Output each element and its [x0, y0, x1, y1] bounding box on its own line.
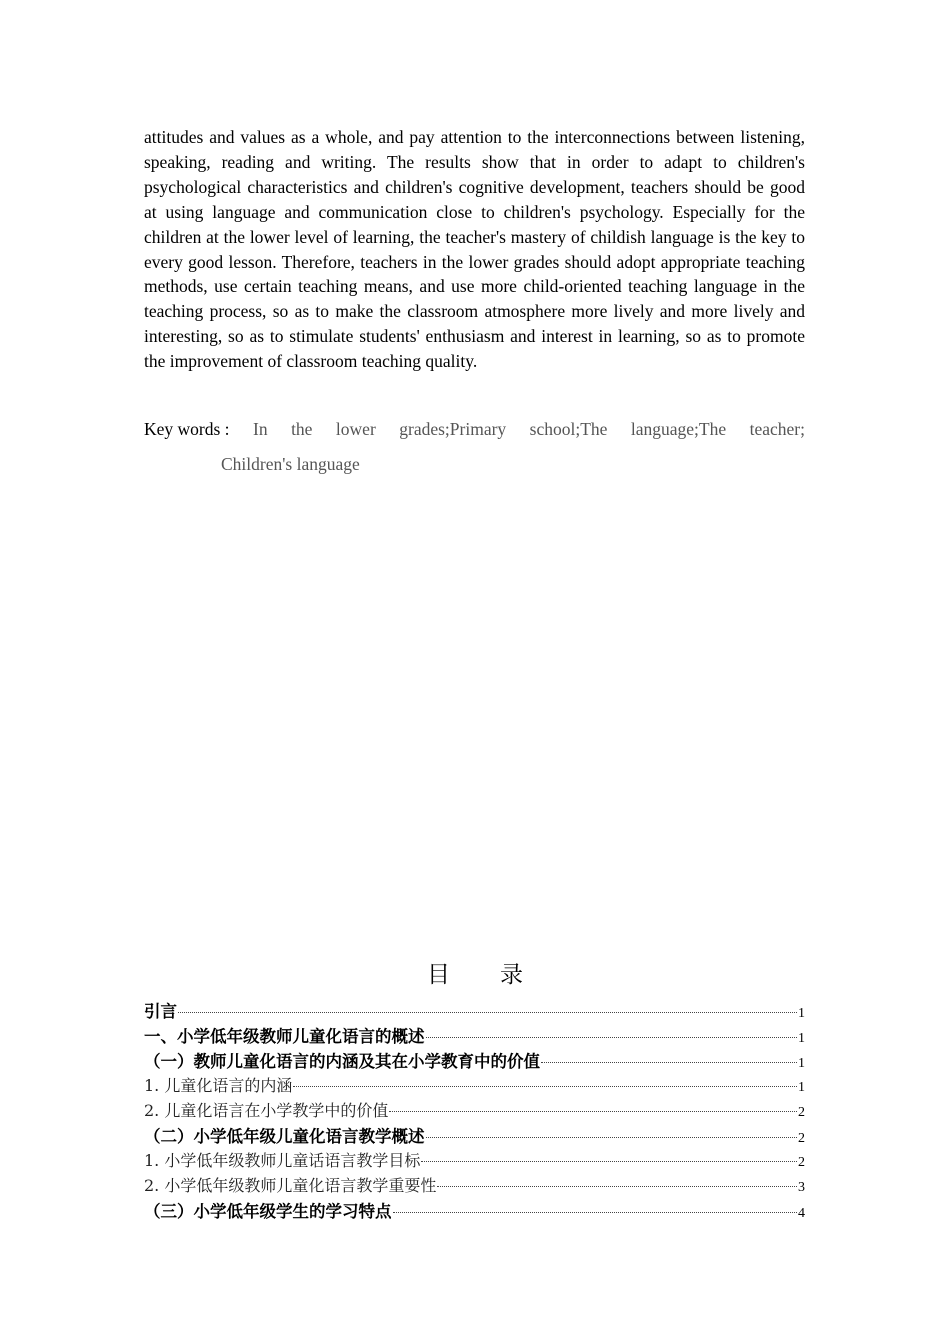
- keyword-token: grades;Primary: [399, 419, 507, 439]
- toc-entry[interactable]: [144, 1073, 805, 1098]
- toc-entry-label: （三）小学低年级学生的学习特点: [144, 1202, 392, 1221]
- keywords-label: Key words :: [144, 419, 230, 439]
- toc-entry-label: 2. 儿童化语言在小学教学中的价值: [144, 1101, 389, 1120]
- keywords-continuation: Children's language: [221, 454, 360, 474]
- toc-leader-dots: [437, 1185, 797, 1187]
- toc-entry-label: 1. 小学低年级教师儿童话语言教学目标: [144, 1151, 421, 1170]
- toc-entry-page: 1: [798, 1080, 805, 1095]
- toc-entry[interactable]: [144, 1098, 805, 1123]
- toc-leader-dots: [293, 1085, 797, 1087]
- toc-entry-page: 4: [798, 1206, 805, 1221]
- toc-title-part: 目: [427, 962, 450, 988]
- toc-leader-dots: [426, 1136, 798, 1138]
- toc-leader-dots: [393, 1211, 798, 1213]
- toc-entry[interactable]: [144, 1123, 805, 1148]
- toc-leader-dots: [541, 1061, 797, 1063]
- toc-entry[interactable]: [144, 1198, 805, 1223]
- toc-leader-dots: [421, 1160, 797, 1162]
- toc-entry[interactable]: [144, 1023, 805, 1048]
- toc-entry-page: 1: [798, 1031, 805, 1046]
- toc-title-part: 录: [500, 962, 523, 988]
- keyword-token: the: [291, 419, 313, 439]
- toc-entry-label: 一、小学低年级教师儿童化语言的概述: [144, 1027, 425, 1046]
- toc-entry-page: 2: [798, 1105, 805, 1120]
- toc-leader-dots: [389, 1110, 797, 1112]
- toc-leader-dots: [178, 1011, 797, 1013]
- toc-title: [0, 956, 950, 989]
- keyword-token: teacher;: [749, 419, 805, 439]
- toc-entry-page: 1: [798, 1056, 805, 1071]
- toc-entry[interactable]: [144, 998, 805, 1023]
- toc-leader-dots: [426, 1036, 798, 1038]
- toc-entry-label: （二）小学低年级儿童化语言教学概述: [144, 1127, 425, 1146]
- toc-entry-label: 2. 小学低年级教师儿童化语言教学重要性: [144, 1176, 437, 1195]
- toc-entry[interactable]: [144, 1173, 805, 1198]
- toc-entry-page: 2: [798, 1131, 805, 1146]
- keywords-line: [144, 412, 805, 447]
- toc-entry-page: 2: [798, 1155, 805, 1170]
- table-of-contents: [144, 998, 805, 1223]
- toc-entry-label: 1. 儿童化语言的内涵: [144, 1076, 293, 1095]
- toc-entry[interactable]: [144, 1048, 805, 1073]
- abstract-paragraph: attitudes and values as a whole, and pay attention to the interconnections between listening, speaking, reading and writing. The results show that in order to adapt to children's psychological characteristics and children's cognitive development, teachers should be good at using language and communication close to children's psychology. Especially for the children at the lower level of learning, the teacher's mastery of childish language is the key to every good lesson. Therefore, teachers in the lower grades should adopt appropriate teaching methods, use certain teaching means, and use more child-oriented teaching language in the teaching process, so as to make the classroom atmosphere more lively and more lively and interesting, so as to stimulate students' enthusiasm and interest in learning, so as to promote the improvement of classroom teaching quality.: [144, 127, 805, 372]
- keywords-block: [144, 412, 805, 482]
- keyword-token: lower: [335, 419, 376, 439]
- toc-entry-label: 引言: [144, 1002, 177, 1021]
- keyword-token: school;The: [529, 419, 608, 439]
- toc-entry-page: 3: [798, 1180, 805, 1195]
- toc-entry[interactable]: [144, 1148, 805, 1173]
- toc-entry-label: （一）教师儿童化语言的内涵及其在小学教育中的价值: [144, 1052, 540, 1071]
- keyword-token: In: [253, 419, 268, 439]
- keyword-token: language;The: [630, 419, 727, 439]
- toc-entry-page: 1: [798, 1006, 805, 1021]
